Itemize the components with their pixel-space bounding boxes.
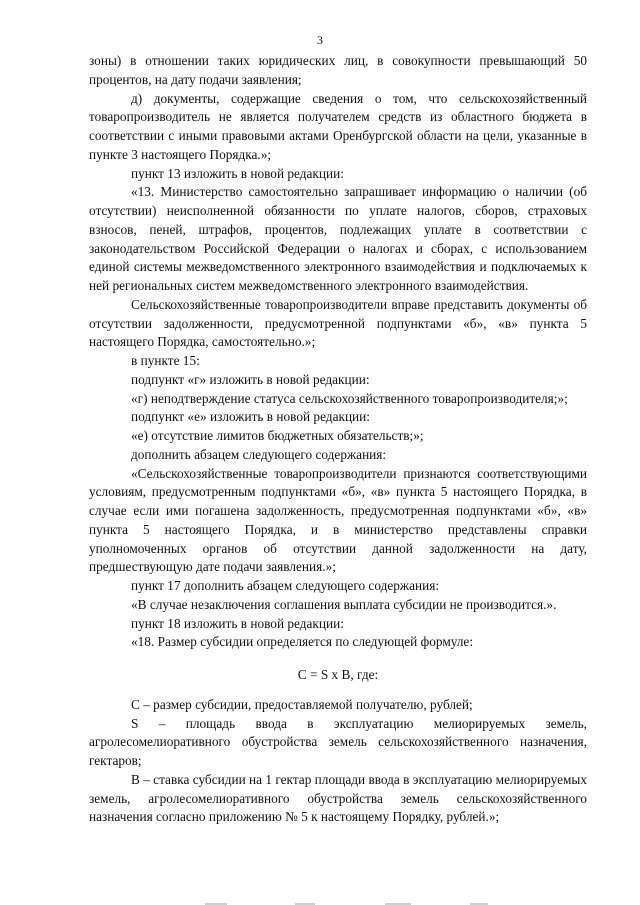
- paragraph: «13. Министерство самостоятельно запрашивает информацию о наличии (об отсутствии) неисполненной обязанности по уплате налогов, сборов, страховых взносов, пеней, штрафов, процентов, подлежащих уплате в соответствии с законодательством Российской Федерации о налогах и сборах, с использованием единой системы межведомственного электронного взаимодействия и подключаемых к ней региональных систем межведомственного электронного взаимодействия.: [89, 184, 587, 293]
- definition: C – размер субсидии, предоставляемой получателю, рублей;: [131, 696, 473, 712]
- paragraph: пункт 18 изложить в новой редакции:: [131, 615, 344, 631]
- paragraph: дополнить абзацем следующего содержания:: [131, 446, 387, 462]
- paragraph: подпункт «г» изложить в новой редакции:: [131, 371, 370, 387]
- paragraph: в пункте 15:: [131, 353, 200, 368]
- page-number: 3: [317, 33, 323, 47]
- paragraph: пункт 13 изложить в новой редакции:: [131, 165, 344, 181]
- paragraph: зоны) в отношении таких юридических лиц, в совокупности превышающий 50 процентов, на дату подачи заявления;: [89, 53, 587, 87]
- paragraph: пункт 17 дополнить абзацем следующего содержания:: [131, 578, 440, 593]
- definition: S – площадь ввода в эксплуатацию мелиорируемых земель, агролесомелиоративного обустройства земель сельскохозяйственного назначения, гектаров;: [89, 715, 587, 768]
- scan-edge-marks: [0, 901, 640, 905]
- definition: B – ставка субсидии на 1 гектар площади ввода в эксплуатацию мелиорируемых земель, агролесомелиоративного обустройства земель сельскохозяйственного назначения согласно приложению № 5 к настоящему Порядку, рублей.»;: [89, 771, 587, 825]
- formula: C = S x B, где:: [297, 667, 379, 682]
- paragraph: Сельскохозяйственные товаропроизводители вправе представить документы об отсутствии задолженности, предусмотренной подпунктами «б», «в» пункта 5 настоящего Порядка, самостоятельно.»;: [89, 296, 587, 350]
- paragraph: «е) отсутствие лимитов бюджетных обязательств;»;: [131, 428, 424, 443]
- paragraph: «Сельскохозяйственные товаропроизводители признаются соответствующими условиям, предусмотренным подпунктами «б», «в» пункта 5 настоящего Порядка, в случае если ими погашена задолженность, предусмотренная подпунктами «б», «в» пункта 5 настоящего Порядка, и в министерство представлены справки уполномоченных органов об отсутствии данной задолженности на дату, предшествующую дате подачи заявления.»;: [89, 465, 587, 575]
- paragraph: «В случае незаключения соглашения выплата субсидии не производится.».: [131, 596, 557, 612]
- paragraph: д) документы, содержащие сведения о том, что сельскохозяйственный товаропроизводитель не является получателем средств из областного бюджета в соответствии с иными правовыми актами Оренбургской области на цели, указанные в пункте 3 настоящего Порядка.»;: [89, 90, 587, 162]
- paragraph: подпункт «е» изложить в новой редакции:: [131, 409, 370, 425]
- paragraph: «18. Размер субсидии определяется по следующей формуле:: [131, 634, 474, 650]
- paragraph: «г) неподтверждение статуса сельскохозяйственного товаропроизводителя;»;: [131, 390, 568, 406]
- document-body: [89, 52, 587, 827]
